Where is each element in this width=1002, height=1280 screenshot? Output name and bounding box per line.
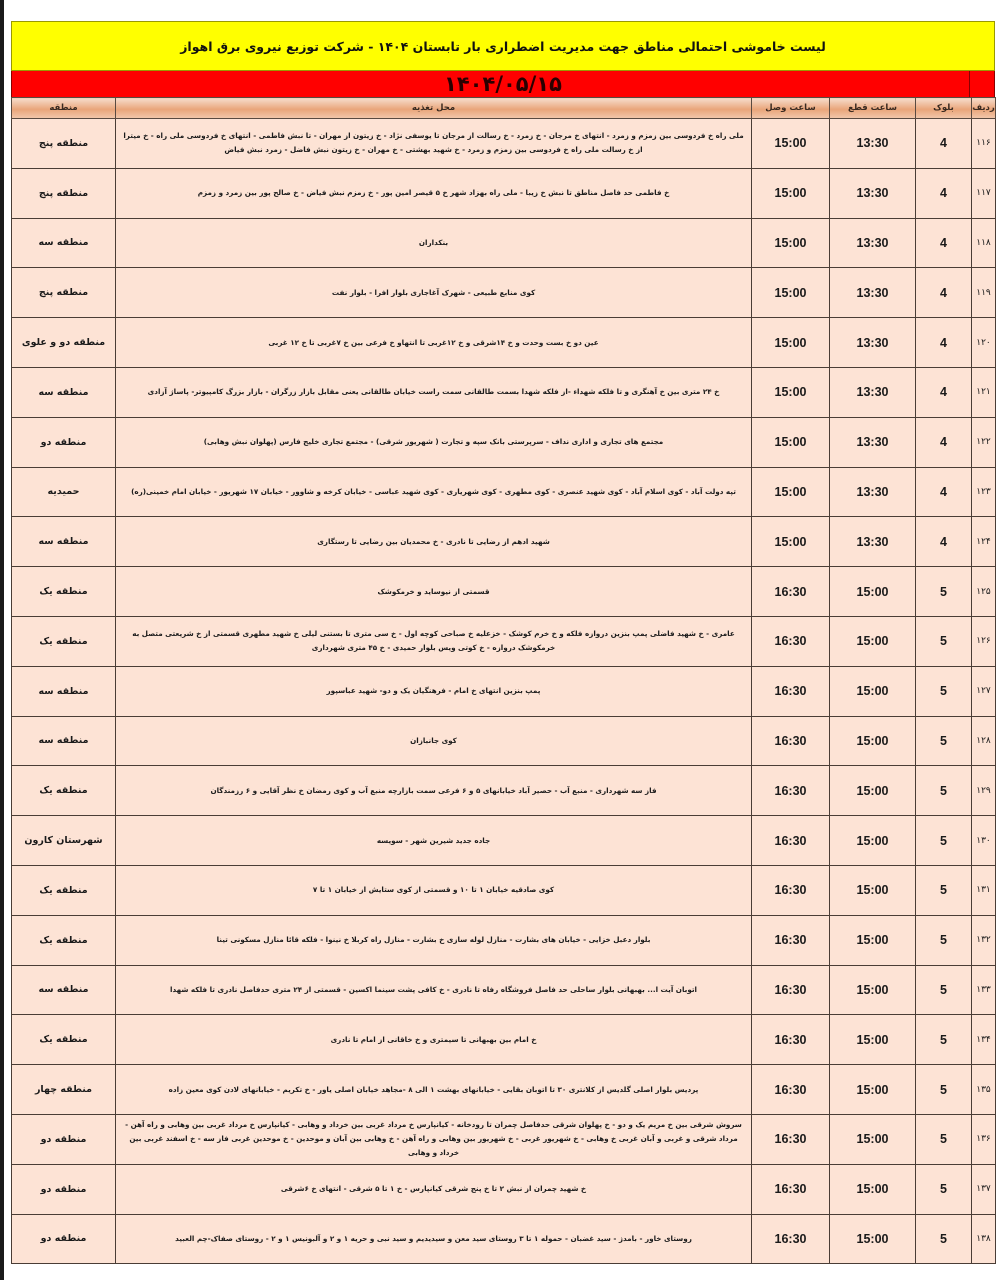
table-row [12,716,996,766]
region-cell: منطقه سه [12,716,116,766]
table-row [12,1015,996,1065]
connect-time-cell: 16:30 [752,1214,830,1264]
location-cell: پمپ بنزین انتهای خ امام - فرهنگیان یک و دو- شهید عباسپور [116,666,752,716]
document-title-bar [11,21,995,71]
cut-time-cell: 15:00 [830,915,916,965]
connect-time-cell: 15:00 [752,168,830,218]
location-cell: جاده جدید شیرین شهر - سویسه [116,816,752,866]
table-row [12,1065,996,1115]
header-row-number: ردیف [972,98,996,119]
block-cell: 5 [916,1015,972,1065]
cut-time-cell: 13:30 [830,268,916,318]
row-number-cell: ۱۳۸ [972,1214,996,1264]
block-cell: 4 [916,218,972,268]
table-row [12,168,996,218]
table-row [12,268,996,318]
header-block: بلوک [916,98,972,119]
location-cell: خ ۲۴ متری بین خ آهنگری و تا فلکه شهداء -از فلکه شهدا بسمت طالقانی سمت راست خیابان طالقانی یعنی مقابل بازار زرگران - بازار بزرگ کامپیوتر- پاساژ آزادی [116,367,752,417]
header-location: محل تغذیه [116,98,752,119]
row-number-cell: ۱۳۷ [972,1164,996,1214]
row-number-cell: ۱۳۶ [972,1114,996,1164]
cut-time-cell: 15:00 [830,1065,916,1115]
row-number-cell: ۱۲۹ [972,766,996,816]
table-row [12,1114,996,1164]
block-cell: 5 [916,1214,972,1264]
location-cell: مجتمع های تجاری و اداری نداف - سرپرستی بانک سپه و تجارت ( شهریور شرقی) - مجتمع تجاری خلیج فارس (پهلوان نبش وهابی) [116,417,752,467]
cut-time-cell: 13:30 [830,517,916,567]
table-row [12,915,996,965]
region-cell: منطقه دو [12,1164,116,1214]
header-cut-time: ساعت قطع [830,98,916,119]
region-cell: منطقه یک [12,915,116,965]
block-cell: 5 [916,1065,972,1115]
location-cell: خ شهید چمران از نبش ۲ تا خ پنج شرقی کیانپارس - خ ۱ تا ۵ شرقی - انتهای خ ۶شرقی [116,1164,752,1214]
connect-time-cell: 16:30 [752,1065,830,1115]
connect-time-cell: 16:30 [752,1015,830,1065]
cut-time-cell: 13:30 [830,119,916,169]
region-cell: منطقه پنج [12,168,116,218]
location-cell: کوی منابع طبیعی - شهرک آغاجاری بلوار افرا - بلوار نفت [116,268,752,318]
connect-time-cell: 16:30 [752,616,830,666]
row-number-cell: ۱۲۵ [972,567,996,617]
row-number-cell: ۱۱۹ [972,268,996,318]
connect-time-cell: 15:00 [752,417,830,467]
region-cell: شهرستان کارون [12,816,116,866]
block-cell: 5 [916,1164,972,1214]
connect-time-cell: 16:30 [752,1114,830,1164]
block-cell: 4 [916,417,972,467]
region-cell: منطقه سه [12,965,116,1015]
row-number-cell: ۱۲۶ [972,616,996,666]
block-cell: 4 [916,268,972,318]
header-region: منطقه [12,98,116,119]
row-number-cell: ۱۲۳ [972,467,996,517]
outage-table [11,97,996,1264]
row-number-cell: ۱۲۱ [972,367,996,417]
block-cell: 5 [916,865,972,915]
location-cell: سروش شرقی بین خ مریم یک و دو - خ پهلوان شرقی حدفاصل چمران تا رودخانه - کیانپارس خ مرداد غربی بین خرداد و وهابی - کیانپارس خ مرداد غربی بین وهابی و راه آهن - مرداد شرقی و غربی و آبان غربی خ وهابی - خ شهریور غربی - خ شهریور بین وهابی و راه آهن - خ وهابی بین آبان و موحدین - خ موحدین غربی فاز سه - خ اسفند غربی بین خرداد و وهابی [116,1114,752,1164]
table-row [12,318,996,368]
connect-time-cell: 16:30 [752,567,830,617]
connect-time-cell: 16:30 [752,716,830,766]
region-cell: منطقه سه [12,666,116,716]
row-number-cell: ۱۲۴ [972,517,996,567]
cut-time-cell: 15:00 [830,567,916,617]
date-bar [11,71,995,97]
block-cell: 4 [916,318,972,368]
row-number-cell: ۱۳۰ [972,816,996,866]
row-number-cell: ۱۲۷ [972,666,996,716]
location-cell: عامری - خ شهید فاضلی پمپ بنزین دروازه فلکه و خ خرم کوشک - خزعلیه خ صباحی کوچه اول - خ سی متری تا بستنی لیلی خ شهید مطهری قسمتی از خ شریعتی متصل به خرمکوشک دروازه - خ کوتی ویس بلوار حمیدی - خ ۴۵ متری شهرداری [116,616,752,666]
table-row [12,816,996,866]
location-cell: بنکداران [116,218,752,268]
connect-time-cell: 15:00 [752,119,830,169]
connect-time-cell: 15:00 [752,218,830,268]
table-row [12,1164,996,1214]
cut-time-cell: 13:30 [830,168,916,218]
region-cell: منطقه پنج [12,268,116,318]
region-cell: منطقه یک [12,766,116,816]
connect-time-cell: 16:30 [752,816,830,866]
row-number-cell: ۱۱۶ [972,119,996,169]
cut-time-cell: 15:00 [830,965,916,1015]
location-cell: شهید ادهم از رضایی تا نادری - خ محمدیان بین رضایی تا رستگاری [116,517,752,567]
location-cell: قسمتی از نیوساید و خرمکوشک [116,567,752,617]
table-row [12,616,996,666]
cut-time-cell: 15:00 [830,1114,916,1164]
connect-time-cell: 15:00 [752,367,830,417]
row-number-cell: ۱۳۲ [972,915,996,965]
region-cell: منطقه سه [12,517,116,567]
cut-time-cell: 13:30 [830,417,916,467]
location-cell: ملی راه خ فردوسی بین زمزم و زمرد - انتهای خ مرجان - خ زمرد - خ رسالت از مرجان تا یوسفی نژاد - خ زیتون از مهران - تا نبش فاطمی - انتهای خ فردوسی ملی راه - خ میترا از خ رسالت ملی راه خ فردوسی بین زمزم و زمرد - خ شهید بهشتی - خ مهران - خ زیتون نبش فاضل - زمرد نبش فیاض [116,119,752,169]
location-cell: کوی صادقیه خیابان ۱ تا ۱۰ و قسمتی از کوی ستایش از خیابان ۱ تا ۷ [116,865,752,915]
cut-time-cell: 15:00 [830,1015,916,1065]
cut-time-cell: 15:00 [830,865,916,915]
table-row [12,1214,996,1264]
region-cell: منطقه دو [12,1114,116,1164]
location-cell: عین دو خ بست وحدت و خ ۱۴شرقی و خ ۱۲غربی تا انتهاو خ فرعی بین خ ۷غربی تا خ ۱۲ غربی [116,318,752,368]
row-number-cell: ۱۲۰ [972,318,996,368]
table-row [12,567,996,617]
location-cell: خ امام بین بهبهانی تا سیمتری و خ خاقانی از امام تا نادری [116,1015,752,1065]
cut-time-cell: 13:30 [830,467,916,517]
outage-schedule-sheet [11,21,995,1264]
location-cell: فاز سه شهرداری - منبع آب - حصیر آباد خیابانهای ۵ و ۶ فرعی سمت بازارچه منبع آب و کوی رمضان خ نظر آقایی و ۶ رزمندگان [116,766,752,816]
left-border [0,0,4,1280]
region-cell: منطقه دو [12,1214,116,1264]
table-row [12,367,996,417]
connect-time-cell: 15:00 [752,268,830,318]
document-title: لیست خاموشی احتمالی مناطق جهت مدیریت اضطراری بار تابستان ۱۴۰۴ - شرکت توزیع نیروی برق اهواز [180,38,826,54]
connect-time-cell: 16:30 [752,766,830,816]
location-cell: اتوبان آیت ا... بهبهانی بلوار ساحلی حد فاصل فروشگاه رفاه تا نادری - خ کافی پشت سینما اکسین - قسمتی از ۲۴ متری حدفاصل نادری تا فلکه شهدا [116,965,752,1015]
table-row [12,666,996,716]
block-cell: 5 [916,1114,972,1164]
cut-time-cell: 13:30 [830,218,916,268]
block-cell: 5 [916,616,972,666]
cut-time-cell: 13:30 [830,367,916,417]
block-cell: 5 [916,567,972,617]
row-number-cell: ۱۳۴ [972,1015,996,1065]
row-number-cell: ۱۱۷ [972,168,996,218]
cut-time-cell: 15:00 [830,716,916,766]
connect-time-cell: 16:30 [752,1164,830,1214]
block-cell: 5 [916,666,972,716]
table-row [12,865,996,915]
table-row [12,218,996,268]
region-cell: منطقه سه [12,218,116,268]
connect-time-cell: 15:00 [752,467,830,517]
cut-time-cell: 15:00 [830,1164,916,1214]
region-cell: منطقه چهار [12,1065,116,1115]
table-row [12,766,996,816]
location-cell: خ فاطمی حد فاصل مناطق تا نبش خ زیبا - ملی راه بهزاد شهر خ ۵ قیصر امین پور - خ زمزم نبش فیاض - خ صالح پور بین زمرد و زمزم [116,168,752,218]
table-row [12,467,996,517]
row-number-cell: ۱۱۸ [972,218,996,268]
location-cell: روستای خاور - بامدژ - سید غضبان - حموله ۱ تا ۳ روستای سید معن و سیدیدیم و سید نبی و حریه ۱ و ۲ و آلبونیس ۱ و ۲ - روستای صفاک-چم العبید [116,1214,752,1264]
table-row [12,119,996,169]
cut-time-cell: 15:00 [830,666,916,716]
region-cell: حمیدیه [12,467,116,517]
table-row [12,517,996,567]
row-number-cell: ۱۲۲ [972,417,996,467]
cut-time-cell: 15:00 [830,616,916,666]
block-cell: 5 [916,716,972,766]
region-cell: منطقه یک [12,1015,116,1065]
row-number-cell: ۱۳۳ [972,965,996,1015]
cut-time-cell: 15:00 [830,816,916,866]
block-cell: 4 [916,517,972,567]
connect-time-cell: 16:30 [752,965,830,1015]
connect-time-cell: 16:30 [752,666,830,716]
block-cell: 4 [916,168,972,218]
connect-time-cell: 16:30 [752,865,830,915]
region-cell: منطقه دو و علوی [12,318,116,368]
region-cell: منطقه یک [12,567,116,617]
table-header-row [12,98,996,119]
cut-time-cell: 13:30 [830,318,916,368]
region-cell: منطقه دو [12,417,116,467]
block-cell: 5 [916,915,972,965]
region-cell: منطقه یک [12,865,116,915]
header-connect-time: ساعت وصل [752,98,830,119]
cut-time-cell: 15:00 [830,1214,916,1264]
location-cell: پردیس بلوار اصلی گلدیس از کلانتری ۳۰ تا اتوبان بقایی - خیابانهای بهشت ۱ الی ۸ -مجاهد خیابان اصلی یاور - خ تکریم - خیابانهای لادن کوی معین زاده [116,1065,752,1115]
date-bar-corner-cell [969,71,994,97]
block-cell: 4 [916,467,972,517]
location-cell: بلوار دعبل خزایی - خیابان های بشارت - منازل لوله سازی خ بشارت - منازل راه کربلا خ نینوا - فلکه قائا منازل مسکونی تینا [116,915,752,965]
block-cell: 4 [916,119,972,169]
region-cell: منطقه سه [12,367,116,417]
schedule-date: ۱۴۰۴/۰۵/۱۵ [444,72,562,96]
block-cell: 5 [916,816,972,866]
connect-time-cell: 15:00 [752,318,830,368]
row-number-cell: ۱۳۵ [972,1065,996,1115]
block-cell: 5 [916,965,972,1015]
cut-time-cell: 15:00 [830,766,916,816]
location-cell: کوی جانبازان [116,716,752,766]
block-cell: 4 [916,367,972,417]
region-cell: منطقه پنج [12,119,116,169]
location-cell: تپه دولت آباد - کوی اسلام آباد - کوی شهید عنصری - کوی مطهری - کوی شهریاری - کوی شهید عباسی - خیابان کرخه و شاوور - خیابان ۱۷ شهریور - خیابان امام خمینی(ره) [116,467,752,517]
block-cell: 5 [916,766,972,816]
connect-time-cell: 15:00 [752,517,830,567]
row-number-cell: ۱۲۸ [972,716,996,766]
table-row [12,417,996,467]
region-cell: منطقه یک [12,616,116,666]
connect-time-cell: 16:30 [752,915,830,965]
row-number-cell: ۱۳۱ [972,865,996,915]
table-row [12,965,996,1015]
table-body [12,119,996,1264]
